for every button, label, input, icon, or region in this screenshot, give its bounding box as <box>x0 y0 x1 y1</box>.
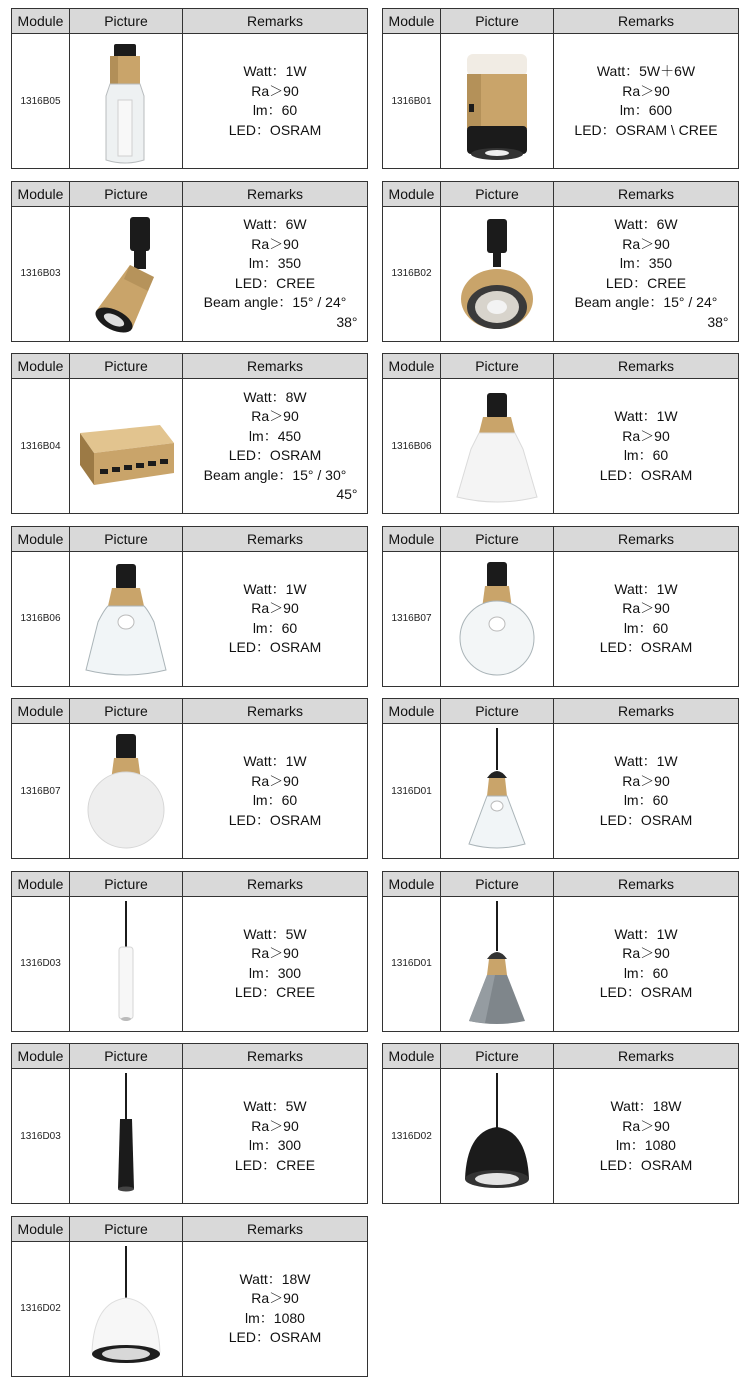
pendant-clear-bell-image <box>441 724 553 858</box>
remarks-cell <box>554 552 738 686</box>
module-header: Module <box>17 1048 64 1064</box>
remarks-cell <box>554 897 738 1031</box>
module-header: Module <box>17 1220 64 1237</box>
remark-line: Watt：5W <box>243 1098 307 1114</box>
remark-line: lm：60 <box>252 619 298 636</box>
picture-header: Picture <box>104 1048 148 1064</box>
remark-line: Watt：18W <box>610 1098 682 1114</box>
remark-line: Watt：1W <box>243 63 307 79</box>
module-header: Module <box>388 1048 435 1064</box>
remark-line: Watt：5W＋6W <box>596 63 696 79</box>
pendant-smoke-bell-image <box>441 897 553 1031</box>
remark-line: LED：OSRAM <box>599 984 693 1000</box>
module-code: 1316B07 <box>20 785 61 797</box>
module-header: Module <box>17 13 64 29</box>
card-header <box>383 182 738 207</box>
remark-line: Watt：1W <box>243 580 307 597</box>
remark-line: LED：CREE <box>234 984 316 1000</box>
module-header: Module <box>17 358 64 374</box>
pendant-white-tube-image <box>70 897 182 1031</box>
card-header <box>12 9 367 34</box>
remark-line: Watt：1W <box>614 580 678 597</box>
remarks-header: Remarks <box>246 875 303 892</box>
pendant-black-dome-picture <box>441 1069 553 1203</box>
product-card-1316d02 <box>382 1043 739 1204</box>
remarks-header: Remarks <box>246 1220 303 1237</box>
remark-line: Ra＞90 <box>251 600 299 616</box>
remarks-cell <box>554 1069 738 1203</box>
remark-line: LED：CREE <box>605 274 687 291</box>
remark-line: Ra＞90 <box>251 1290 299 1306</box>
module-code: 1316B07 <box>391 613 432 624</box>
module-header: Module <box>17 875 64 892</box>
picture-header: Picture <box>475 703 519 719</box>
remark-line: Beam angle：15° / 30° <box>203 466 347 483</box>
module-code: 1316B02 <box>391 268 432 279</box>
pendant-smoke-bell-picture <box>441 897 553 1031</box>
remarks-header: Remarks <box>617 703 674 719</box>
remarks-cell <box>554 34 738 168</box>
remarks-header: Remarks <box>617 358 674 374</box>
remark-line: Ra＞90 <box>622 1117 670 1134</box>
remark-line: LED：OSRAM <box>228 121 322 138</box>
module-header: Module <box>17 703 64 719</box>
picture-header: Picture <box>104 1220 148 1237</box>
remark-line: LED：OSRAM <box>599 1156 693 1173</box>
remark-line: Ra＞90 <box>622 945 670 961</box>
picture-header: Picture <box>104 358 148 374</box>
remarks-cell <box>554 379 738 513</box>
module-header: Module <box>388 703 435 719</box>
frosted-bell-shade-image <box>441 379 553 513</box>
remarks-header: Remarks <box>617 1048 674 1064</box>
remark-line: LED：OSRAM \ CREE <box>574 121 718 138</box>
remarks-cell <box>554 724 738 858</box>
module-code: 1316D01 <box>391 785 432 797</box>
module-code: 1316D02 <box>20 1303 61 1314</box>
remark-line: lm：60 <box>623 792 669 808</box>
module-code: 1316B06 <box>20 613 61 624</box>
remark-line: Ra＞90 <box>251 1117 299 1134</box>
frosted-bell-shade-picture <box>441 379 553 513</box>
card-header <box>12 527 367 552</box>
remarks-header: Remarks <box>246 703 303 719</box>
remark-line: Beam angle：15° / 24° <box>203 294 347 310</box>
card-header <box>12 182 367 207</box>
surface-cylinder-gold-image <box>441 34 553 168</box>
product-card-1316b02 <box>382 181 739 342</box>
remark-line: lm：60 <box>252 102 298 118</box>
remark-line: LED：OSRAM <box>599 466 693 483</box>
module-header: Module <box>17 530 64 547</box>
module-header: Module <box>388 530 435 547</box>
product-card-1316d03 <box>11 1043 368 1204</box>
remark-line: Watt：1W <box>243 753 307 769</box>
remark-line: lm：300 <box>248 964 302 981</box>
clear-bell-shade-picture <box>70 552 182 686</box>
picture-header: Picture <box>104 185 148 202</box>
picture-header: Picture <box>104 875 148 892</box>
remarks-cell <box>183 379 367 513</box>
module-code: 1316D01 <box>391 958 432 969</box>
remark-line: Ra＞90 <box>251 772 299 789</box>
module-header: Module <box>388 875 435 892</box>
remarks-header: Remarks <box>617 530 674 547</box>
picture-header: Picture <box>475 358 519 374</box>
remark-line: lm：600 <box>619 102 673 118</box>
linear-grille-gold-image <box>70 379 182 513</box>
card-header <box>12 354 367 379</box>
remark-line: lm：60 <box>623 447 669 463</box>
remark-line: Ra＞90 <box>251 235 299 252</box>
remarks-header: Remarks <box>617 185 674 202</box>
remark-line: Ra＞90 <box>622 82 670 99</box>
product-card-1316b06 <box>382 353 739 514</box>
remarks-header: Remarks <box>246 13 303 29</box>
track-spot-cone-gold-picture <box>70 207 182 341</box>
track-spot-cone-gold-image <box>70 207 182 341</box>
product-card-1316b04 <box>11 353 368 514</box>
card-header <box>12 1044 367 1069</box>
card-header <box>383 1044 738 1069</box>
pendant-white-dome-image <box>70 1242 182 1376</box>
remark-line: lm：1080 <box>245 1309 305 1326</box>
remark-line: lm：60 <box>252 792 298 808</box>
remark-line: LED：OSRAM <box>228 447 322 463</box>
picture-header: Picture <box>475 530 519 547</box>
remark-line: LED：OSRAM <box>599 639 693 655</box>
clear-globe-picture <box>441 552 553 686</box>
remark-line: Watt：1W <box>614 925 678 942</box>
remark-line: LED：CREE <box>234 1156 316 1173</box>
remark-line: Ra＞90 <box>622 427 670 444</box>
card-header <box>12 1217 367 1242</box>
remark-line: Beam angle：15° / 24° <box>574 294 718 310</box>
product-card-1316d01 <box>382 698 739 859</box>
remarks-header: Remarks <box>246 530 303 547</box>
remarks-header: Remarks <box>246 185 303 202</box>
pendant-white-dome-picture <box>70 1242 182 1376</box>
product-card-1316d02 <box>11 1216 368 1377</box>
module-header: Module <box>388 358 435 374</box>
remark-line: Watt：1W <box>614 408 678 424</box>
picture-header: Picture <box>104 13 148 29</box>
card-header <box>12 699 367 724</box>
remark-line: Watt：18W <box>239 1270 311 1287</box>
picture-header: Picture <box>104 530 148 547</box>
picture-header: Picture <box>475 185 519 202</box>
remark-line: Watt：8W <box>243 388 307 405</box>
remark-line: lm：350 <box>619 255 673 271</box>
remark-line: lm：300 <box>248 1137 302 1153</box>
remark-line: Ra＞90 <box>622 600 670 616</box>
pendant-white-tube-picture <box>70 897 182 1031</box>
track-spot-round-gold-image <box>441 207 553 341</box>
module-header: Module <box>388 13 435 29</box>
remark-line: Ra＞90 <box>251 945 299 961</box>
remarks-header: Remarks <box>246 358 303 374</box>
pendant-black-dome-image <box>441 1069 553 1203</box>
module-code: 1316D03 <box>20 1130 61 1142</box>
track-spot-clear-cylinder-image <box>70 34 182 168</box>
picture-header: Picture <box>475 1048 519 1064</box>
picture-header: Picture <box>104 703 148 719</box>
remarks-cell <box>183 1069 367 1203</box>
remarks-cell <box>554 207 738 341</box>
module-code: 1316D03 <box>20 958 61 969</box>
pendant-black-tube-image <box>70 1069 182 1203</box>
pendant-clear-bell-picture <box>441 724 553 858</box>
remarks-header: Remarks <box>617 875 674 892</box>
card-header <box>383 9 738 34</box>
remarks-cell <box>183 1242 367 1376</box>
module-code: 1316B04 <box>20 440 61 452</box>
remark-line: Watt：6W <box>243 216 307 232</box>
remark-line: LED：OSRAM <box>228 811 322 828</box>
remark-line: Watt：5W <box>243 925 307 942</box>
remark-line: 45° <box>336 486 358 502</box>
module-code: 1316B03 <box>20 268 61 279</box>
frosted-globe-picture <box>70 724 182 858</box>
product-card-1316b06 <box>11 526 368 687</box>
module-code: 1316B06 <box>391 440 432 452</box>
remark-line: LED：OSRAM <box>228 1329 322 1345</box>
product-card-1316d01 <box>382 871 739 1032</box>
track-spot-round-gold-picture <box>441 207 553 341</box>
product-card-1316b07 <box>382 526 739 687</box>
product-card-1316b03 <box>11 181 368 342</box>
picture-header: Picture <box>475 13 519 29</box>
remark-line: lm：450 <box>248 427 302 444</box>
frosted-globe-image <box>70 724 182 858</box>
remarks-header: Remarks <box>617 13 674 29</box>
product-card-1316b05 <box>11 8 368 169</box>
clear-globe-image <box>441 552 553 686</box>
remark-line: Ra＞90 <box>622 235 670 252</box>
remark-line: Watt：6W <box>614 216 678 232</box>
card-header <box>383 354 738 379</box>
remark-line: lm：60 <box>623 964 669 981</box>
remark-line: Ra＞90 <box>622 772 670 789</box>
remarks-cell <box>183 552 367 686</box>
surface-cylinder-gold-picture <box>441 34 553 168</box>
remarks-cell <box>183 724 367 858</box>
clear-bell-shade-image <box>70 552 182 686</box>
pendant-black-tube-picture <box>70 1069 182 1203</box>
module-header: Module <box>17 185 64 202</box>
card-header <box>383 699 738 724</box>
product-card-1316b07 <box>11 698 368 859</box>
remark-line: Ra＞90 <box>251 82 299 99</box>
module-header: Module <box>388 185 435 202</box>
remarks-cell <box>183 34 367 168</box>
remark-line: LED：OSRAM <box>599 811 693 828</box>
remarks-cell <box>183 897 367 1031</box>
module-code: 1316D02 <box>391 1130 432 1142</box>
remark-line: LED：CREE <box>234 274 316 291</box>
card-header <box>383 872 738 897</box>
remark-line: 38° <box>336 313 358 330</box>
card-header <box>12 872 367 897</box>
product-card-1316d03 <box>11 871 368 1032</box>
remark-line: 38° <box>707 313 729 330</box>
product-card-1316b01 <box>382 8 739 169</box>
remarks-header: Remarks <box>246 1048 303 1064</box>
remark-line: lm：60 <box>623 619 669 636</box>
picture-header: Picture <box>475 875 519 892</box>
remark-line: lm：1080 <box>616 1137 676 1153</box>
remark-line: LED：OSRAM <box>228 639 322 655</box>
remark-line: Watt：1W <box>614 753 678 769</box>
track-spot-clear-cylinder-picture <box>70 34 182 168</box>
module-code: 1316B01 <box>391 95 432 107</box>
card-header <box>383 527 738 552</box>
remark-line: lm：350 <box>248 255 302 271</box>
module-code: 1316B05 <box>20 95 61 107</box>
linear-grille-gold-picture <box>70 379 182 513</box>
remarks-cell <box>183 207 367 341</box>
remark-line: Ra＞90 <box>251 408 299 424</box>
